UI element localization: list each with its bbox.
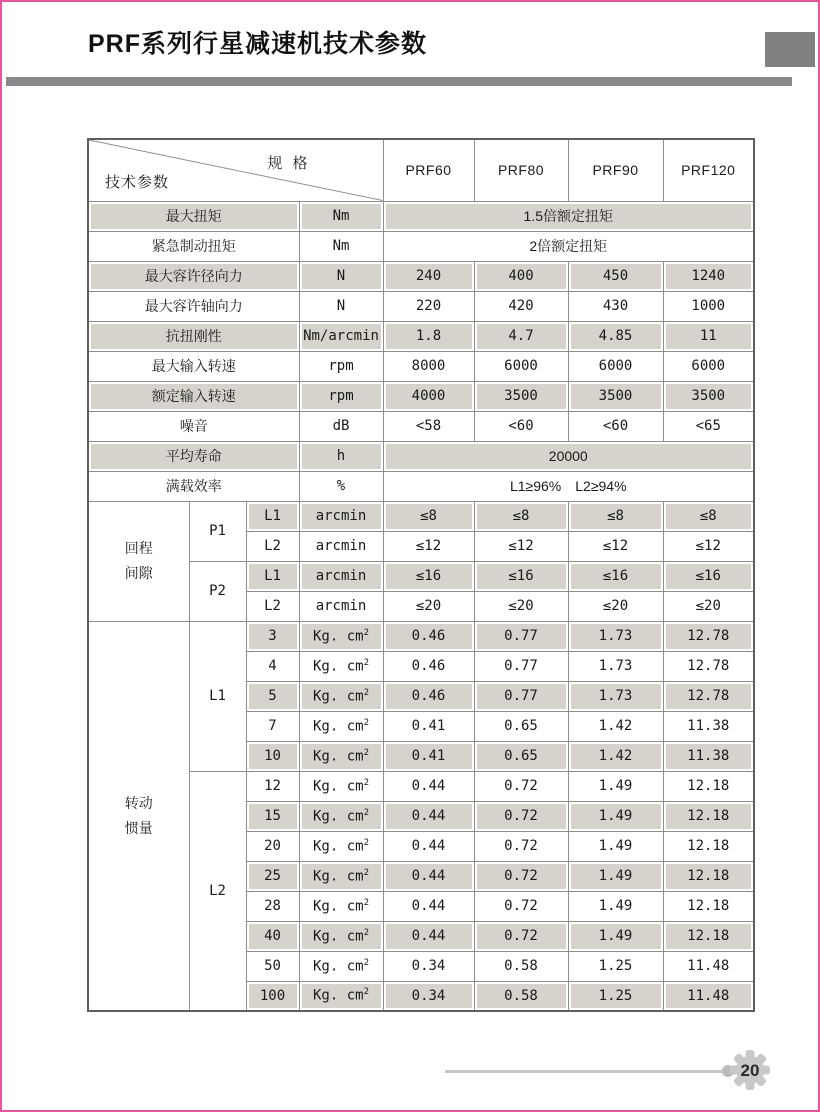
value-cell: 11.48 <box>663 951 754 981</box>
value-cell: 0.34 <box>383 981 474 1011</box>
value-cell: 3500 <box>474 381 568 411</box>
value-cell: ≤20 <box>474 591 568 621</box>
value-cell: 8000 <box>383 351 474 381</box>
unit-text: Kg. cm <box>313 808 364 825</box>
inertia-unit-cell <box>299 891 383 921</box>
value-cell: 1.25 <box>568 981 663 1011</box>
value-cell: ≤12 <box>568 531 663 561</box>
unit-cell: N <box>299 261 383 291</box>
corner-block <box>765 32 815 67</box>
value-cell: 4.85 <box>568 321 663 351</box>
value-cell: ≤8 <box>383 501 474 531</box>
ratio-cell: L2 <box>246 591 299 621</box>
header-spec-label: 规 格 <box>267 155 311 172</box>
value-cell: 0.77 <box>474 651 568 681</box>
unit-sup: 2 <box>363 957 369 968</box>
value-cell: 1.49 <box>568 831 663 861</box>
unit-cell: % <box>299 471 383 501</box>
ratio-cell: 100 <box>246 981 299 1011</box>
model-header-prf80: PRF80 <box>474 139 568 201</box>
value-cell: 0.44 <box>383 861 474 891</box>
value-cell: ≤8 <box>568 501 663 531</box>
value-cell: ≤16 <box>568 561 663 591</box>
value-cell: 0.72 <box>474 801 568 831</box>
value-cell: 1.73 <box>568 681 663 711</box>
merged-value-cell: L1≥96% L2≥94% <box>383 471 754 501</box>
value-cell: 6000 <box>663 351 754 381</box>
ratio-cell: 7 <box>246 711 299 741</box>
l-class-label: L1 <box>189 621 246 771</box>
diagonal-header-cell <box>88 139 383 201</box>
ratio-cell: 28 <box>246 891 299 921</box>
value-cell: 4.7 <box>474 321 568 351</box>
param-label: 额定输入转速 <box>88 381 299 411</box>
value-cell: 0.72 <box>474 861 568 891</box>
param-label: 抗扭刚性 <box>88 321 299 351</box>
value-cell: 0.72 <box>474 921 568 951</box>
unit-text: Kg. cm <box>313 748 364 765</box>
value-cell: 0.77 <box>474 681 568 711</box>
unit-text: Kg. cm <box>313 718 364 735</box>
value-cell: 0.65 <box>474 711 568 741</box>
ratio-cell: 20 <box>246 831 299 861</box>
unit-cell: Nm/arcmin <box>299 321 383 351</box>
param-label: 最大容许径向力 <box>88 261 299 291</box>
unit-sup: 2 <box>363 987 369 998</box>
value-cell: ≤16 <box>474 561 568 591</box>
param-label: 满载效率 <box>88 471 299 501</box>
value-cell: 1240 <box>663 261 754 291</box>
value-cell: 0.41 <box>383 711 474 741</box>
value-cell: 0.41 <box>383 741 474 771</box>
p-class-label: P2 <box>189 561 246 621</box>
inertia-unit-cell <box>299 951 383 981</box>
unit-sup: 2 <box>363 687 369 698</box>
value-cell: 420 <box>474 291 568 321</box>
unit-text: Kg. cm <box>313 838 364 855</box>
unit-text: Kg. cm <box>313 958 364 975</box>
value-cell: 0.65 <box>474 741 568 771</box>
value-cell: 400 <box>474 261 568 291</box>
value-cell: ≤12 <box>383 531 474 561</box>
model-header-prf90: PRF90 <box>568 139 663 201</box>
value-cell: 0.44 <box>383 771 474 801</box>
param-label: 紧急制动扭矩 <box>88 231 299 261</box>
value-cell: 12.18 <box>663 831 754 861</box>
ratio-cell: 10 <box>246 741 299 771</box>
param-label: 最大扭矩 <box>88 201 299 231</box>
value-cell: 1.49 <box>568 921 663 951</box>
value-cell: 0.72 <box>474 771 568 801</box>
value-cell: 12.78 <box>663 651 754 681</box>
value-cell: 3500 <box>568 381 663 411</box>
unit-text: Kg. cm <box>313 868 364 885</box>
param-label: 平均寿命 <box>88 441 299 471</box>
inertia-unit-cell <box>299 741 383 771</box>
merged-value-cell: 20000 <box>383 441 754 471</box>
inertia-unit-cell <box>299 861 383 891</box>
value-cell: 12.18 <box>663 861 754 891</box>
footer-line <box>445 1070 727 1073</box>
value-cell: 12.18 <box>663 771 754 801</box>
ratio-cell: 40 <box>246 921 299 951</box>
p-class-label: P1 <box>189 501 246 561</box>
group-label-line: 转动 <box>124 794 153 811</box>
ratio-cell: 4 <box>246 651 299 681</box>
param-label: 最大容许轴向力 <box>88 291 299 321</box>
value-cell: ≤8 <box>663 501 754 531</box>
ratio-cell: L2 <box>246 531 299 561</box>
inertia-unit-cell <box>299 621 383 651</box>
value-cell: 1.49 <box>568 891 663 921</box>
value-cell: 450 <box>568 261 663 291</box>
value-cell: 1.42 <box>568 711 663 741</box>
value-cell: 0.44 <box>383 831 474 861</box>
unit-cell: arcmin <box>299 531 383 561</box>
inertia-unit-cell <box>299 981 383 1011</box>
value-cell: ≤12 <box>663 531 754 561</box>
page-number: 20 <box>740 1061 760 1080</box>
unit-sup: 2 <box>363 717 369 728</box>
value-cell: 240 <box>383 261 474 291</box>
unit-cell: h <box>299 441 383 471</box>
value-cell: 1.25 <box>568 951 663 981</box>
param-label: 最大输入转速 <box>88 351 299 381</box>
ratio-cell: 5 <box>246 681 299 711</box>
inertia-unit-cell <box>299 831 383 861</box>
value-cell: ≤20 <box>383 591 474 621</box>
unit-sup: 2 <box>363 657 369 668</box>
inertia-unit-cell <box>299 771 383 801</box>
merged-value-cell: 2倍额定扭矩 <box>383 231 754 261</box>
inertia-group-label <box>88 621 189 1011</box>
unit-text: Kg. cm <box>313 688 364 705</box>
value-cell: 11.38 <box>663 711 754 741</box>
value-cell: 1.73 <box>568 651 663 681</box>
unit-cell: dB <box>299 411 383 441</box>
unit-cell: arcmin <box>299 561 383 591</box>
unit-cell: arcmin <box>299 591 383 621</box>
inertia-unit-cell <box>299 711 383 741</box>
value-cell: <60 <box>474 411 568 441</box>
ratio-cell: L1 <box>246 501 299 531</box>
value-cell: 4000 <box>383 381 474 411</box>
merged-value-cell: 1.5倍额定扭矩 <box>383 201 754 231</box>
value-cell: 12.18 <box>663 891 754 921</box>
unit-text: Kg. cm <box>313 628 364 645</box>
group-label-line: 回程 <box>124 540 153 556</box>
spec-table <box>87 138 755 1012</box>
model-header-prf60: PRF60 <box>383 139 474 201</box>
l-class-label: L2 <box>189 771 246 1011</box>
unit-sup: 2 <box>363 747 369 758</box>
value-cell: 0.44 <box>383 801 474 831</box>
title-rule <box>6 77 792 86</box>
value-cell: ≤16 <box>383 561 474 591</box>
value-cell: 12.78 <box>663 681 754 711</box>
unit-sup: 2 <box>363 807 369 818</box>
ratio-cell: 12 <box>246 771 299 801</box>
model-header-prf120: PRF120 <box>663 139 754 201</box>
value-cell: 430 <box>568 291 663 321</box>
unit-sup: 2 <box>363 927 369 938</box>
value-cell: ≤20 <box>663 591 754 621</box>
unit-text: Kg. cm <box>313 988 364 1005</box>
unit-sup: 2 <box>363 837 369 848</box>
value-cell: 6000 <box>474 351 568 381</box>
value-cell: <60 <box>568 411 663 441</box>
value-cell: 220 <box>383 291 474 321</box>
value-cell: 12.18 <box>663 921 754 951</box>
value-cell: ≤12 <box>474 531 568 561</box>
unit-cell: arcmin <box>299 501 383 531</box>
value-cell: 0.72 <box>474 831 568 861</box>
value-cell: 0.72 <box>474 891 568 921</box>
ratio-cell: 50 <box>246 951 299 981</box>
value-cell: 6000 <box>568 351 663 381</box>
value-cell: 11.38 <box>663 741 754 771</box>
unit-cell: Nm <box>299 231 383 261</box>
unit-sup: 2 <box>363 897 369 908</box>
value-cell: 0.77 <box>474 621 568 651</box>
unit-text: Kg. cm <box>313 898 364 915</box>
unit-sup: 2 <box>363 867 369 878</box>
unit-cell: N <box>299 291 383 321</box>
unit-sup: 2 <box>363 777 369 788</box>
unit-text: Kg. cm <box>313 928 364 945</box>
param-label: 噪音 <box>88 411 299 441</box>
value-cell: 11 <box>663 321 754 351</box>
unit-sup: 2 <box>363 627 369 638</box>
value-cell: 1.42 <box>568 741 663 771</box>
unit-text: Kg. cm <box>313 778 364 795</box>
group-label-line: 惯量 <box>124 819 153 836</box>
value-cell: 0.46 <box>383 681 474 711</box>
unit-cell: rpm <box>299 351 383 381</box>
value-cell: 1.8 <box>383 321 474 351</box>
value-cell: 12.18 <box>663 801 754 831</box>
ratio-cell: 15 <box>246 801 299 831</box>
value-cell: 0.58 <box>474 981 568 1011</box>
value-cell: ≤8 <box>474 501 568 531</box>
header-params-label: 技术参数 <box>105 173 170 191</box>
value-cell: 0.46 <box>383 621 474 651</box>
value-cell: 12.78 <box>663 621 754 651</box>
value-cell: <58 <box>383 411 474 441</box>
value-cell: 3500 <box>663 381 754 411</box>
backlash-group-label <box>88 501 189 621</box>
value-cell: 0.44 <box>383 921 474 951</box>
value-cell: ≤20 <box>568 591 663 621</box>
value-cell: 1.49 <box>568 801 663 831</box>
gear-icon <box>728 1048 772 1092</box>
value-cell: 0.34 <box>383 951 474 981</box>
value-cell: <65 <box>663 411 754 441</box>
value-cell: 1.49 <box>568 771 663 801</box>
ratio-cell: 3 <box>246 621 299 651</box>
ratio-cell: L1 <box>246 561 299 591</box>
unit-cell: rpm <box>299 381 383 411</box>
unit-cell: Nm <box>299 201 383 231</box>
unit-text: Kg. cm <box>313 658 364 675</box>
page-title: PRF系列行星减速机技术参数 <box>88 30 428 58</box>
value-cell: 1.73 <box>568 621 663 651</box>
inertia-unit-cell <box>299 801 383 831</box>
value-cell: 0.46 <box>383 651 474 681</box>
inertia-unit-cell <box>299 921 383 951</box>
value-cell: 1000 <box>663 291 754 321</box>
inertia-unit-cell <box>299 651 383 681</box>
value-cell: 11.48 <box>663 981 754 1011</box>
ratio-cell: 25 <box>246 861 299 891</box>
value-cell: 0.58 <box>474 951 568 981</box>
value-cell: 0.44 <box>383 891 474 921</box>
inertia-unit-cell <box>299 681 383 711</box>
value-cell: 1.49 <box>568 861 663 891</box>
value-cell: ≤16 <box>663 561 754 591</box>
group-label-line: 间隙 <box>124 565 153 581</box>
